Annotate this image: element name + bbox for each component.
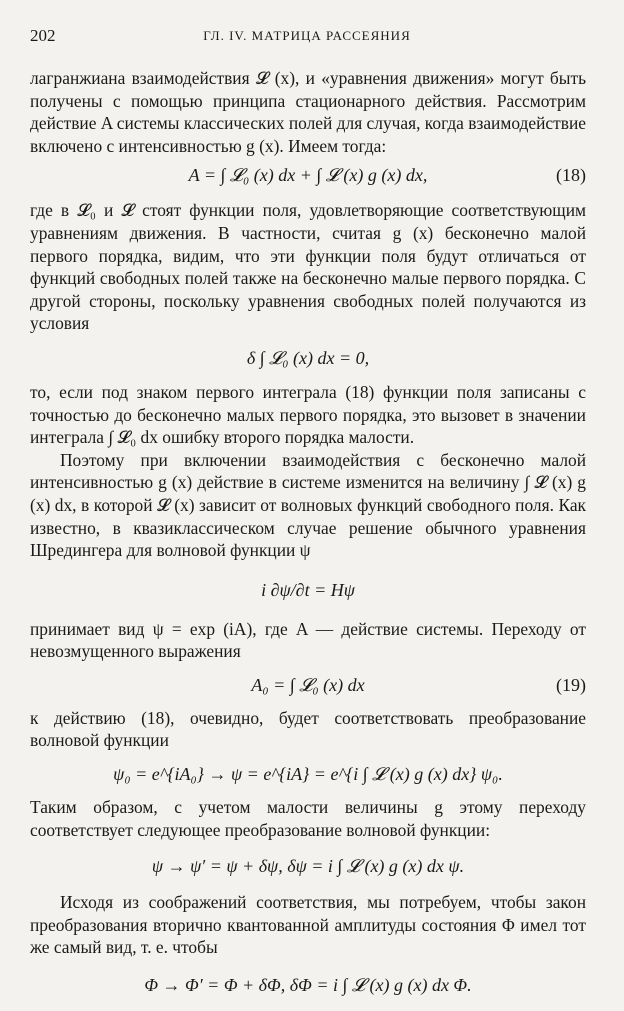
equation-18-formula: A = ∫ 𝓛₀ (x) dx + ∫ 𝓛 (x) g (x) dx, bbox=[188, 165, 428, 186]
free-field-condition-formula: δ ∫ 𝓛₀ (x) dx = 0, bbox=[246, 347, 370, 368]
equation-19 bbox=[30, 663, 586, 707]
wavefunction-transform bbox=[30, 752, 586, 796]
wavefunction-transform-formula: ψ₀ = e^{iA₀} → ψ = e^{iA} = e^{i ∫ 𝓛 (x) g (x) dx} ψ₀. bbox=[113, 764, 503, 785]
paragraph-1: лагранжиана взаимодействия 𝓛 (x), и «уравнения движения» могут быть получены с помощью принципа стационарного действия. Рассмотрим действие A системы классических полей для случая, когда взаимодействие включено с интенсивностью g (x). Имеем тогда: bbox=[30, 68, 586, 156]
paragraph-6: к действию (18), очевидно, будет соответствовать преобразование волновой функции bbox=[30, 707, 586, 751]
amplitude-transform-formula: Φ → Φ′ = Φ + δΦ, δΦ = i ∫ 𝓛 (x) g (x) dx Φ. bbox=[144, 975, 472, 996]
paragraph-7: Таким образом, с учетом малости величины g этому переходу соответствует следующее преобразование волновой функции: bbox=[30, 797, 586, 840]
page-body bbox=[30, 67, 586, 1011]
equation-18 bbox=[30, 157, 586, 199]
paragraph-3: то, если под знаком первого интеграла (18) функции поля записаны с точностью до бесконечно малых первого порядка, это вызовет в значении интеграла ∫ 𝓛₀ dx ошибку второго порядка малости. bbox=[30, 381, 586, 448]
page-number: 202 bbox=[30, 26, 56, 45]
paragraph-4: Поэтому при включении взаимодействия с бесконечно малой интенсивностью g (x) действие в системе изменится на величину ∫ 𝓛 (x) g (x) dx, в которой 𝓛 (x) зависит от волновых функций свободного поля. Как известно, в квазиклассическом случае решение обычного уравнения Шредингера для волновой функции ψ bbox=[30, 449, 586, 561]
infinitesimal-transform-formula: ψ → ψ′ = ψ + δψ, δψ = i ∫ 𝓛 (x) g (x) dx ψ. bbox=[151, 856, 465, 877]
paragraph-8: Исходя из соображений соответствия, мы потребуем, чтобы закон преобразования вторично квантованной амплитуды состояния Φ имел тот же самый вид, т. е. чтобы bbox=[30, 892, 586, 958]
running-title: ГЛ. IV. МАТРИЦА РАССЕЯНИЯ bbox=[203, 28, 411, 43]
schrodinger-equation bbox=[30, 562, 586, 618]
paragraph-2: где в 𝓛₀ и 𝓛 стоят функции поля, удовлетворяющие соответствующим уравнениям движения. В частности, считая g (x) бесконечно малой первого порядка, видим, что эти функции поля будут отличаться от функций свободных полей также на бесконечно малые первого порядка. С другой стороны, поскольку уравнения свободных полей получаются из условия bbox=[30, 200, 586, 334]
equation-19-number: (19) bbox=[556, 674, 586, 695]
paragraph-5: принимает вид ψ = exp (iA), где A — действие системы. Переходу от невозмущенного выражения bbox=[30, 618, 586, 662]
page-header bbox=[30, 26, 584, 46]
equation-18-number: (18) bbox=[556, 165, 586, 186]
schrodinger-formula: i ∂ψ/∂t = Hψ bbox=[261, 579, 355, 600]
equation-19-formula: A₀ = ∫ 𝓛₀ (x) dx bbox=[251, 674, 365, 695]
amplitude-transform bbox=[30, 959, 586, 1011]
infinitesimal-transform bbox=[30, 841, 586, 891]
free-field-condition bbox=[30, 335, 586, 381]
